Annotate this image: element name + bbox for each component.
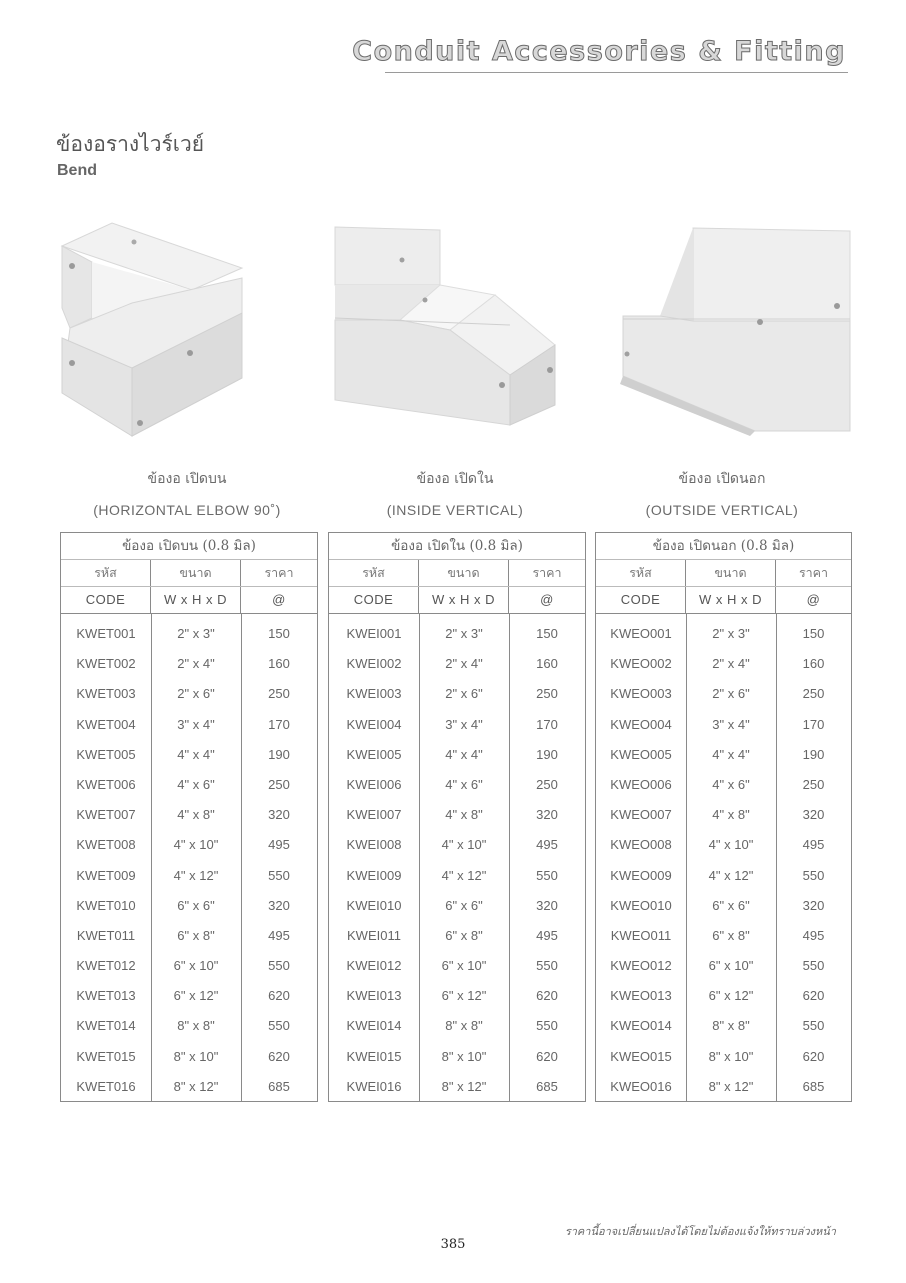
header-size: W x H x D — [419, 587, 509, 613]
cell-price: 190 — [268, 746, 290, 762]
table-row — [329, 1011, 585, 1041]
cell-code: KWEI007 — [346, 807, 402, 823]
header-price: @ — [540, 592, 554, 607]
cell-code: KWET005 — [76, 746, 136, 762]
table-row — [329, 800, 585, 830]
table-title: ข้องอ เปิดบน (0.8 มิล) — [61, 533, 317, 560]
cell-price: 550 — [536, 867, 558, 883]
caption-outside-vertical — [582, 468, 862, 518]
cell-size: 8" x 10" — [173, 1048, 219, 1064]
cell-code: KWEI012 — [346, 958, 402, 974]
cell-size: 6" x 12" — [173, 988, 219, 1004]
cell-price: 495 — [536, 837, 558, 853]
table-body — [329, 614, 585, 1102]
header-size: W x H x D — [151, 587, 241, 613]
cell-size: 2" x 6" — [177, 686, 215, 702]
table-row — [596, 951, 851, 981]
table-row — [329, 830, 585, 860]
cell-price: 320 — [536, 897, 558, 913]
table-row — [61, 981, 317, 1011]
cell-size: 8" x 8" — [177, 1018, 215, 1034]
cell-price: 620 — [802, 1048, 825, 1064]
cell-size: 8" x 8" — [445, 1018, 483, 1034]
caption-en: (OUTSIDE VERTICAL) — [645, 502, 799, 518]
table-row — [329, 951, 585, 981]
table-header-en — [596, 587, 851, 614]
cell-code: KWEI011 — [347, 927, 401, 943]
cell-code: KWEI002 — [346, 656, 402, 672]
cell-size: 2" x 6" — [712, 686, 750, 702]
header-code-thai: รหัส — [329, 560, 419, 586]
cell-size: 8" x 10" — [441, 1048, 487, 1064]
cell-price: 320 — [802, 807, 825, 823]
cell-size: 6" x 6" — [177, 897, 215, 913]
table-row — [61, 1042, 317, 1072]
cell-size: 8" x 12" — [441, 1078, 487, 1094]
table-row — [329, 649, 585, 679]
cell-price: 550 — [802, 867, 825, 883]
cell-price: 620 — [536, 1048, 558, 1064]
header-divider — [385, 72, 848, 73]
caption-thai: ข้องอ เปิดใน — [416, 471, 494, 487]
cell-code: KWET009 — [76, 867, 136, 883]
cell-price: 685 — [268, 1078, 290, 1094]
cell-size: 8" x 10" — [708, 1048, 754, 1064]
cell-price: 685 — [536, 1078, 558, 1094]
inside-vertical-icon — [330, 225, 560, 430]
table-row — [61, 1011, 317, 1041]
table-row — [596, 740, 851, 770]
cell-price: 250 — [536, 776, 558, 792]
table-row — [61, 800, 317, 830]
cell-code: KWEO008 — [610, 837, 672, 853]
cell-code: KWEO012 — [610, 958, 672, 974]
cell-price: 495 — [268, 927, 290, 943]
price-table-outside-vertical — [595, 532, 852, 1102]
cell-code: KWEI003 — [346, 686, 402, 702]
table-title: ข้องอ เปิดใน (0.8 มิล) — [329, 533, 585, 560]
cell-code: KWEO009 — [610, 867, 672, 883]
table-row — [329, 891, 585, 921]
header-size-thai: ขนาด — [419, 560, 509, 586]
cell-code: KWET007 — [76, 807, 136, 823]
cell-price: 190 — [802, 746, 825, 762]
cell-price: 495 — [536, 927, 558, 943]
cell-size: 6" x 8" — [445, 927, 483, 943]
table-row — [596, 619, 851, 649]
cell-price: 170 — [802, 716, 825, 732]
table-row — [329, 619, 585, 649]
cell-code: KWEI008 — [346, 837, 402, 853]
cell-size: 2" x 3" — [177, 626, 215, 641]
cell-price: 250 — [536, 686, 558, 702]
cell-code: KWET006 — [76, 776, 136, 792]
table-row — [596, 830, 851, 860]
cell-code: KWET002 — [76, 656, 136, 672]
section-title-en: Bend — [57, 162, 97, 179]
cell-size: 6" x 10" — [441, 958, 487, 974]
cell-size: 2" x 4" — [177, 656, 215, 672]
cell-size: 4" x 4" — [445, 746, 483, 762]
cell-price: 550 — [802, 958, 825, 974]
cell-code: KWEI001 — [346, 626, 402, 641]
table-row — [329, 921, 585, 951]
cell-code: KWEO003 — [610, 686, 672, 702]
table-row — [329, 861, 585, 891]
caption-thai: ข้องอ เปิดบน — [147, 471, 227, 487]
cell-code: KWEO016 — [610, 1078, 672, 1094]
cell-size: 8" x 8" — [712, 1018, 750, 1034]
cell-code: KWEO002 — [610, 656, 672, 672]
cell-size: 6" x 8" — [712, 927, 750, 943]
cell-price: 320 — [536, 807, 558, 823]
footer-note: ราคานี้อาจเปลี่ยนแปลงได้โดยไม่ต้องแจ้งให้ทราบล่วงหน้า — [564, 1225, 836, 1238]
cell-price: 160 — [802, 656, 825, 672]
table-row — [329, 740, 585, 770]
cell-code: KWEI013 — [346, 988, 402, 1004]
cell-code: KWET001 — [76, 626, 136, 641]
cell-size: 2" x 3" — [712, 626, 750, 641]
table-row — [596, 861, 851, 891]
cell-size: 2" x 6" — [445, 686, 483, 702]
table-row — [329, 1042, 585, 1072]
caption-en: (INSIDE VERTICAL) — [386, 502, 524, 518]
cell-code: KWEO015 — [610, 1048, 672, 1064]
table-row — [61, 951, 317, 981]
table-row — [596, 770, 851, 800]
cell-code: KWEO004 — [610, 716, 672, 732]
cell-price: 550 — [536, 1018, 558, 1034]
table-row — [61, 921, 317, 951]
header-price: @ — [806, 592, 821, 607]
cell-price: 550 — [536, 958, 558, 974]
table-row — [61, 1072, 317, 1102]
table-row — [596, 800, 851, 830]
cell-size: 4" x 12" — [441, 867, 487, 883]
cell-size: 4" x 12" — [173, 867, 219, 883]
cell-size: 6" x 12" — [708, 988, 754, 1004]
cell-price: 160 — [536, 656, 558, 672]
header-code: CODE — [61, 587, 151, 613]
cell-price: 550 — [802, 1018, 825, 1034]
header-size-thai: ขนาด — [686, 560, 776, 586]
cell-price: 250 — [268, 686, 290, 702]
cell-code: KWEO005 — [610, 746, 672, 762]
cell-size: 4" x 6" — [177, 776, 215, 792]
cell-code: KWEO001 — [610, 626, 672, 641]
cell-price: 495 — [802, 927, 825, 943]
table-row — [596, 921, 851, 951]
header-code-thai: รหัส — [596, 560, 686, 586]
cell-price: 190 — [536, 746, 558, 762]
table-row — [61, 679, 317, 709]
cell-code: KWEO010 — [610, 897, 672, 913]
header-size-thai: ขนาด — [151, 560, 241, 586]
section-title-thai: ข้องอรางไวร์เวย์ — [56, 132, 205, 156]
table-body — [596, 614, 851, 1102]
cell-size: 6" x 8" — [177, 927, 215, 943]
caption-en: (HORIZONTAL ELBOW 90˚) — [93, 502, 281, 518]
caption-horizontal-elbow — [47, 468, 327, 518]
cell-price: 250 — [802, 776, 825, 792]
header-size: W x H x D — [686, 587, 776, 613]
horizontal-elbow-icon — [52, 218, 252, 440]
cell-size: 4" x 8" — [712, 807, 750, 823]
cell-size: 6" x 6" — [445, 897, 483, 913]
cell-price: 620 — [268, 1048, 290, 1064]
cell-price: 150 — [536, 626, 558, 641]
cell-size: 6" x 10" — [173, 958, 219, 974]
cell-code: KWEI005 — [346, 746, 402, 762]
cell-price: 550 — [268, 1018, 290, 1034]
outside-vertical-icon — [615, 226, 855, 436]
table-row — [61, 740, 317, 770]
cell-size: 4" x 10" — [441, 837, 487, 853]
cell-size: 4" x 10" — [708, 837, 754, 853]
cell-code: KWET012 — [76, 958, 136, 974]
cell-size: 8" x 12" — [173, 1078, 219, 1094]
table-row — [596, 981, 851, 1011]
cell-price: 250 — [802, 686, 825, 702]
table-row — [61, 891, 317, 921]
cell-size: 4" x 8" — [177, 807, 215, 823]
header-price-thai: ราคา — [532, 565, 562, 580]
cell-price: 620 — [268, 988, 290, 1004]
cell-size: 4" x 10" — [173, 837, 219, 853]
header-code: CODE — [329, 587, 419, 613]
table-header-thai — [61, 560, 317, 587]
table-header-thai — [596, 560, 851, 587]
cell-size: 2" x 4" — [445, 656, 483, 672]
table-row — [329, 1072, 585, 1102]
table-body — [61, 614, 317, 1102]
price-table-inside-vertical — [328, 532, 586, 1102]
cell-size: 4" x 6" — [445, 776, 483, 792]
page-number: 385 — [440, 1237, 466, 1252]
cell-code: KWEO013 — [610, 988, 672, 1004]
cell-price: 170 — [268, 716, 290, 732]
cell-size: 6" x 10" — [708, 958, 754, 974]
cell-size: 4" x 4" — [712, 746, 750, 762]
table-row — [61, 619, 317, 649]
cell-code: KWEI009 — [346, 867, 402, 883]
price-table-horizontal-elbow — [60, 532, 318, 1102]
table-row — [596, 1072, 851, 1102]
header-code-thai: รหัส — [61, 560, 151, 586]
table-row — [329, 710, 585, 740]
header-price-thai: ราคา — [264, 565, 294, 580]
cell-code: KWET004 — [76, 716, 136, 732]
cell-code: KWET008 — [76, 837, 136, 853]
cell-code: KWEI004 — [346, 716, 402, 732]
cell-price: 170 — [536, 716, 558, 732]
cell-code: KWET014 — [76, 1018, 136, 1034]
table-header-thai — [329, 560, 585, 587]
page-header-title: Conduit Accessories & Fitting — [352, 36, 846, 67]
table-row — [329, 981, 585, 1011]
cell-size: 4" x 4" — [177, 746, 215, 762]
cell-price: 250 — [268, 776, 290, 792]
cell-size: 3" x 4" — [177, 716, 215, 732]
cell-price: 620 — [536, 988, 558, 1004]
cell-code: KWEI014 — [346, 1018, 402, 1034]
cell-size: 3" x 4" — [445, 716, 483, 732]
cell-price: 320 — [802, 897, 825, 913]
cell-size: 4" x 6" — [712, 776, 750, 792]
cell-price: 685 — [802, 1078, 825, 1094]
cell-size: 2" x 3" — [445, 626, 483, 641]
table-row — [61, 710, 317, 740]
table-title: ข้องอ เปิดนอก (0.8 มิล) — [596, 533, 851, 560]
cell-code: KWET011 — [76, 927, 136, 943]
table-header-en — [61, 587, 317, 614]
cell-price: 150 — [802, 626, 825, 641]
table-row — [596, 649, 851, 679]
cell-code: KWET003 — [76, 686, 136, 702]
cell-code: KWEO011 — [610, 927, 672, 943]
table-row — [61, 770, 317, 800]
cell-price: 150 — [268, 626, 290, 641]
cell-code: KWEO006 — [610, 776, 672, 792]
cell-code: KWEI006 — [346, 776, 402, 792]
header-price: @ — [272, 592, 286, 607]
cell-size: 4" x 8" — [445, 807, 483, 823]
cell-size: 6" x 6" — [712, 897, 750, 913]
cell-size: 8" x 12" — [708, 1078, 754, 1094]
cell-code: KWEI016 — [346, 1078, 402, 1094]
header-code: CODE — [596, 587, 686, 613]
table-row — [61, 861, 317, 891]
caption-thai: ข้องอ เปิดนอก — [678, 471, 766, 487]
table-row — [329, 679, 585, 709]
table-row — [61, 830, 317, 860]
cell-size: 2" x 4" — [712, 656, 750, 672]
table-row — [596, 1011, 851, 1041]
cell-size: 6" x 12" — [441, 988, 487, 1004]
cell-code: KWET013 — [76, 988, 136, 1004]
table-row — [596, 1042, 851, 1072]
table-row — [596, 710, 851, 740]
cell-price: 550 — [268, 958, 290, 974]
table-row — [596, 891, 851, 921]
cell-code: KWET016 — [76, 1078, 136, 1094]
caption-inside-vertical — [315, 468, 595, 518]
cell-code: KWET010 — [76, 897, 136, 913]
cell-size: 4" x 12" — [708, 867, 754, 883]
cell-size: 3" x 4" — [712, 716, 750, 732]
table-row — [329, 770, 585, 800]
cell-code: KWEI015 — [346, 1048, 402, 1064]
cell-code: KWEO007 — [610, 807, 672, 823]
cell-price: 160 — [268, 656, 290, 672]
header-price-thai: ราคา — [798, 565, 829, 580]
cell-price: 495 — [802, 837, 825, 853]
cell-code: KWEI010 — [346, 897, 402, 913]
cell-price: 495 — [268, 837, 290, 853]
table-row — [596, 679, 851, 709]
cell-price: 550 — [268, 867, 290, 883]
cell-price: 320 — [268, 897, 290, 913]
cell-price: 320 — [268, 807, 290, 823]
cell-price: 620 — [802, 988, 825, 1004]
table-header-en — [329, 587, 585, 614]
table-row — [61, 649, 317, 679]
cell-code: KWEO014 — [610, 1018, 672, 1034]
cell-code: KWET015 — [76, 1048, 136, 1064]
